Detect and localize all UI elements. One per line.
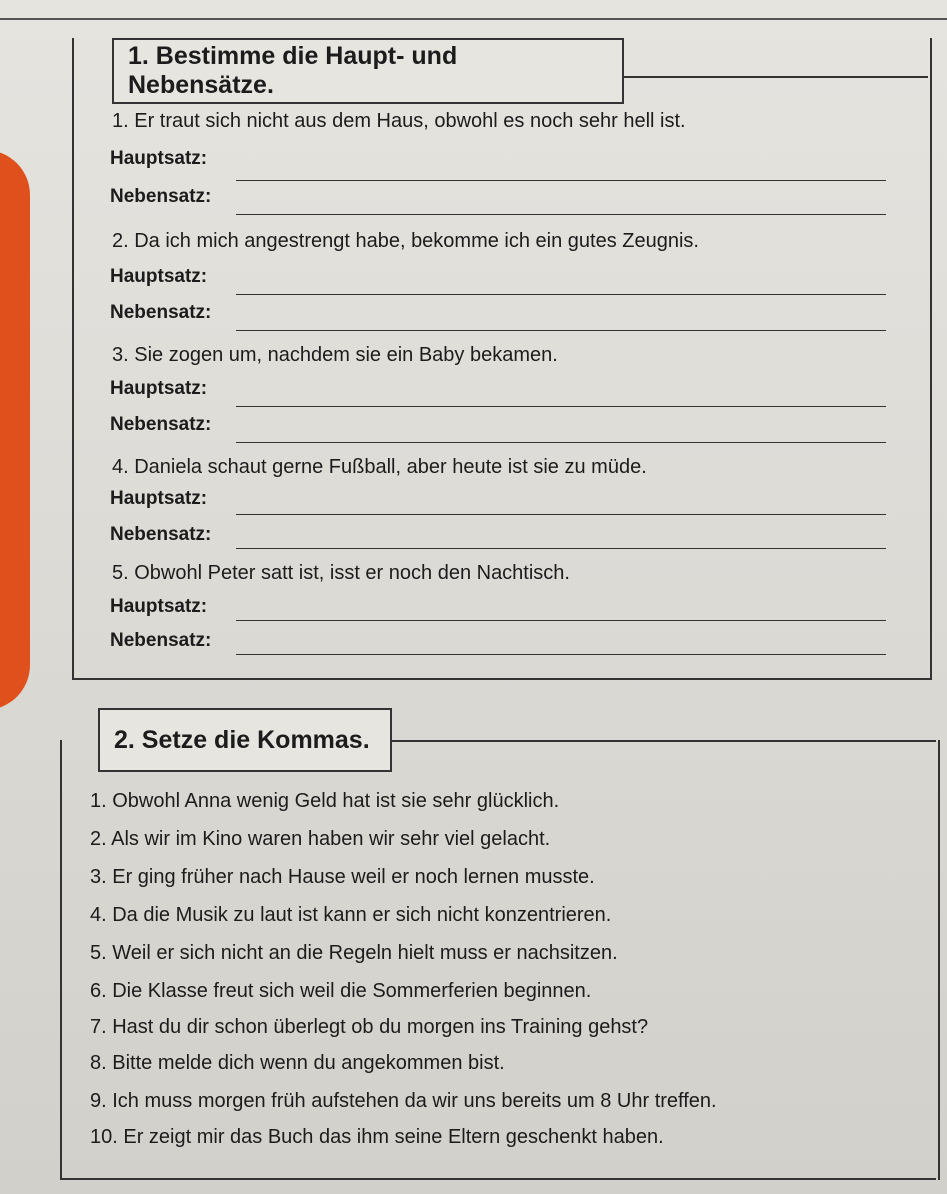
comma-item-8: 8. Bitte melde dich wenn du angekommen bist.	[90, 1052, 505, 1074]
comma-item-5: 5. Weil er sich nicht an die Regeln hielt muss er nachsitzen.	[90, 942, 618, 964]
task-1-sub-label: Nebensatz:	[110, 186, 212, 207]
task-3-sub-answer-line[interactable]	[236, 442, 886, 443]
task-5-main-answer-line[interactable]	[236, 620, 886, 621]
section-2-top-border	[392, 740, 936, 742]
comma-item-3: 3. Er ging früher nach Hause weil er noch lernen musste.	[90, 866, 595, 888]
task-1-sub-answer-line[interactable]	[236, 214, 886, 215]
task-5-sentence: 5. Obwohl Peter satt ist, isst er noch den Nachtisch.	[112, 562, 570, 584]
task-5-sub-label: Nebensatz:	[110, 630, 212, 651]
section-1-top-border	[620, 76, 928, 78]
section-2-title: 2. Setze die Kommas.	[98, 708, 392, 772]
task-4-sub-answer-line[interactable]	[236, 548, 886, 549]
task-2-main-label: Hauptsatz:	[110, 266, 208, 287]
task-2-sub-answer-line[interactable]	[236, 330, 886, 331]
orange-binder-edge	[0, 150, 30, 710]
task-2-main-answer-line[interactable]	[236, 294, 886, 295]
task-2-sub-label: Nebensatz:	[110, 302, 212, 323]
comma-item-9: 9. Ich muss morgen früh aufstehen da wir uns bereits um 8 Uhr treffen.	[90, 1090, 717, 1112]
comma-item-4: 4. Da die Musik zu laut ist kann er sich nicht konzentrieren.	[90, 904, 612, 926]
task-4-sentence: 4. Daniela schaut gerne Fußball, aber heute ist sie zu müde.	[112, 456, 647, 478]
task-3-main-label: Hauptsatz:	[110, 378, 208, 399]
task-3-sub-label: Nebensatz:	[110, 414, 212, 435]
task-4-sub-label: Nebensatz:	[110, 524, 212, 545]
task-5-main-label: Hauptsatz:	[110, 596, 208, 617]
comma-item-1: 1. Obwohl Anna wenig Geld hat ist sie sehr glücklich.	[90, 790, 560, 812]
comma-item-10: 10. Er zeigt mir das Buch das ihm seine Eltern geschenkt haben.	[90, 1126, 664, 1148]
section-1-title: 1. Bestimme die Haupt- und Nebensätze.	[112, 38, 624, 104]
comma-item-7: 7. Hast du dir schon überlegt ob du morgen ins Training gehst?	[90, 1016, 649, 1038]
paper-top-edge	[0, 0, 947, 20]
task-1-main-label: Hauptsatz:	[110, 148, 208, 169]
task-3-sentence: 3. Sie zogen um, nachdem sie ein Baby bekamen.	[112, 344, 558, 366]
comma-item-6: 6. Die Klasse freut sich weil die Sommerferien beginnen.	[90, 980, 592, 1002]
task-2-sentence: 2. Da ich mich angestrengt habe, bekomme ich ein gutes Zeugnis.	[112, 230, 699, 252]
section-2-bottom-border	[60, 1178, 936, 1180]
task-4-main-answer-line[interactable]	[236, 514, 886, 515]
task-5-sub-answer-line[interactable]	[236, 654, 886, 655]
comma-item-2: 2. Als wir im Kino waren haben wir sehr viel gelacht.	[90, 828, 551, 850]
task-1-main-answer-line[interactable]	[236, 180, 886, 181]
task-1-sentence: 1. Er traut sich nicht aus dem Haus, obwohl es noch sehr hell ist.	[112, 110, 686, 132]
task-3-main-answer-line[interactable]	[236, 406, 886, 407]
task-4-main-label: Hauptsatz:	[110, 488, 208, 509]
